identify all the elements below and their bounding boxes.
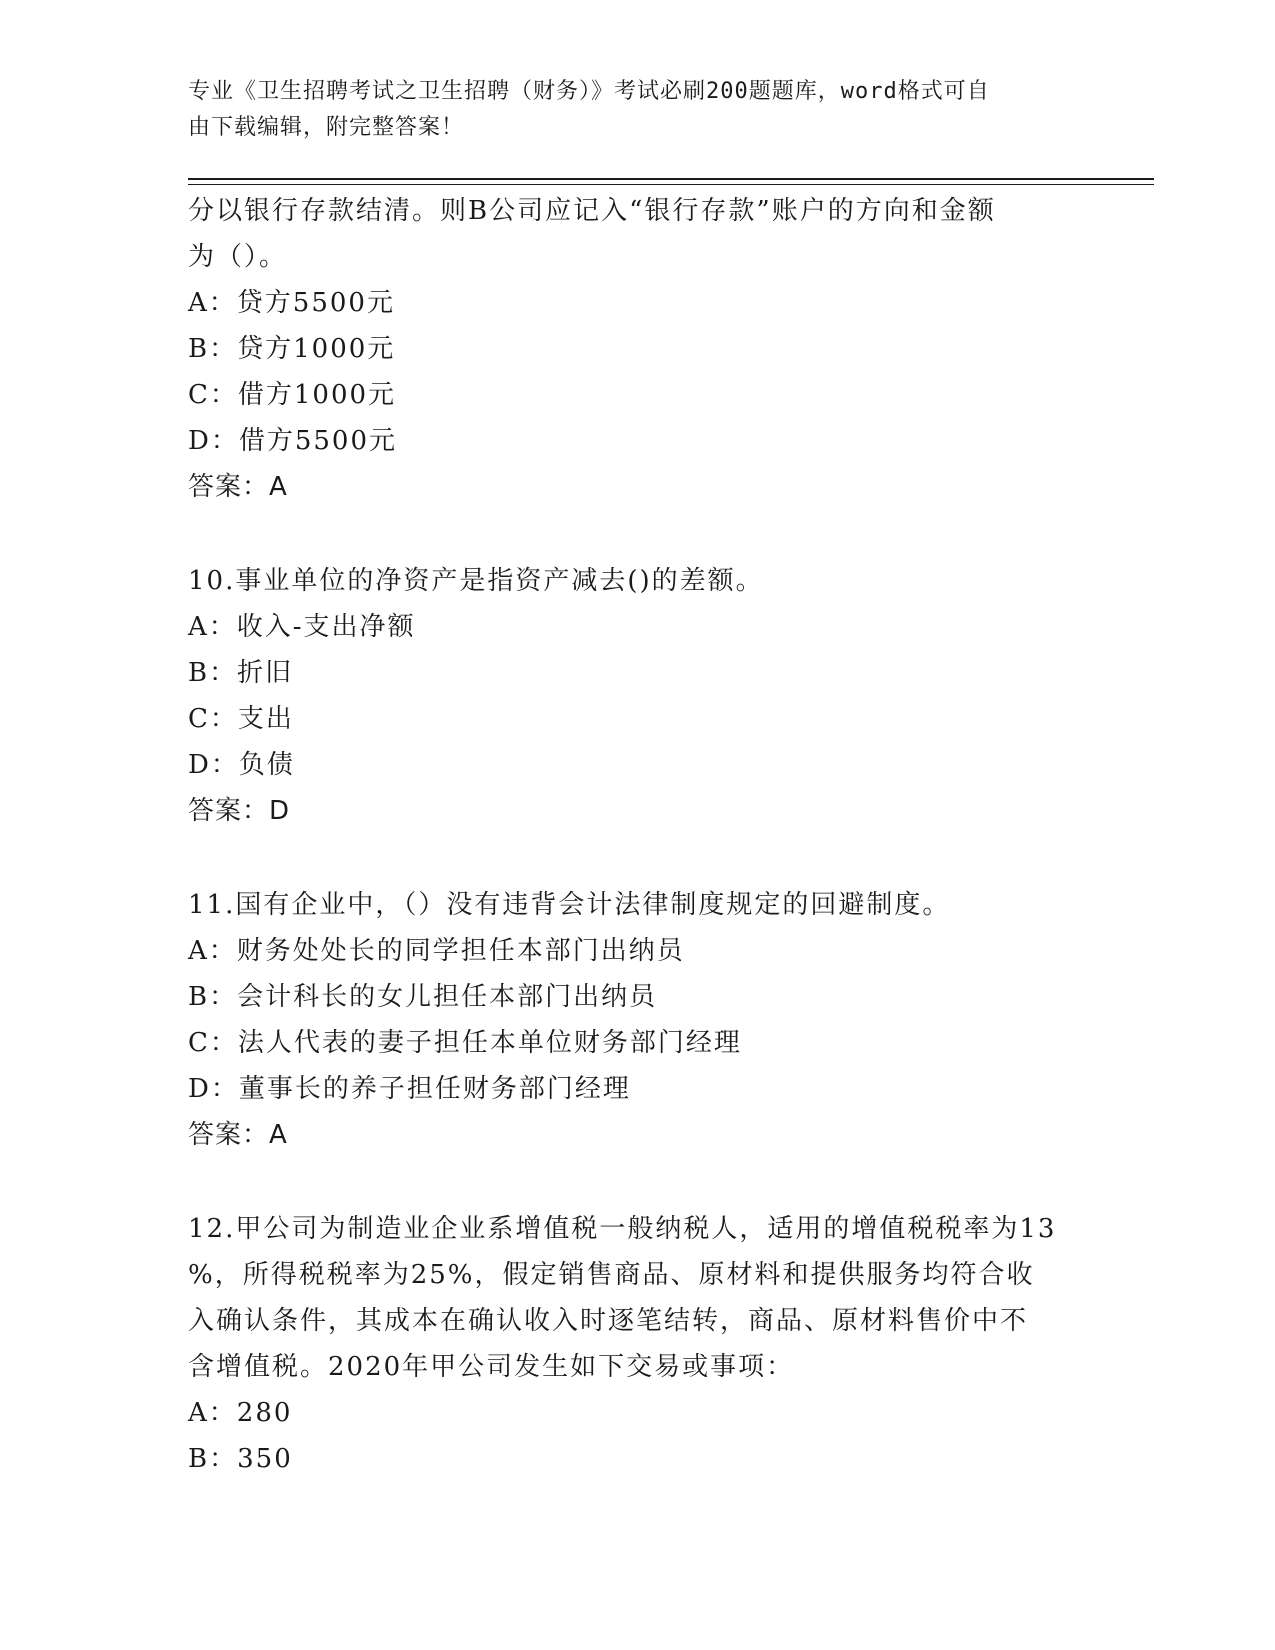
option-a: A：280 [188,1398,293,1428]
answer-line: 答案：D [188,796,291,826]
answer-line: 答案：A [188,1120,288,1150]
option-c: C：法人代表的妻子担任本单位财务部门经理 [188,1028,742,1058]
option-c: C：借方1000元 [188,380,397,410]
option-d: D：负债 [188,750,295,780]
option-d: D：借方5500元 [188,426,398,456]
question-stem: %，所得税税率为25%，假定销售商品、原材料和提供服务均符合收 [188,1260,1035,1290]
question-11 [188,882,1088,1158]
question-stem: 分以银行存款结清。则B公司应记入“银行存款”账户的方向和金额 [188,196,996,226]
option-b: B：350 [188,1444,293,1474]
header-line-1: 专业《卫生招聘考试之卫生招聘（财务）》考试必刷200题题库，word格式可自 [188,79,990,104]
question-stem: 12.甲公司为制造业企业系增值税一般纳税人，适用的增值税税率为13 [188,1214,1057,1244]
answer-line: 答案：A [188,472,288,502]
option-b: B：折旧 [188,658,294,688]
document-header [188,74,1068,146]
option-a: A：贷方5500元 [188,288,395,318]
question-9 [188,188,1088,510]
option-a: A：收入-支出净额 [188,612,416,642]
header-divider-thin [188,184,1154,185]
option-d: D：董事长的养子担任财务部门经理 [188,1074,631,1104]
question-stem: 11.国有企业中，（）没有违背会计法律制度规定的回避制度。 [188,890,951,920]
header-line-2: 由下载编辑，附完整答案！ [188,115,465,140]
option-b: B：会计科长的女儿担任本部门出纳员 [188,982,658,1012]
option-b: B：贷方1000元 [188,334,396,364]
question-stem: 为（）。 [188,242,288,272]
question-stem: 10.事业单位的净资产是指资产减去()的差额。 [188,566,764,596]
question-12 [188,1206,1088,1482]
question-stem: 含增值税。2020年甲公司发生如下交易或事项： [188,1352,795,1382]
question-10 [188,558,1088,834]
option-a: A：财务处处长的同学担任本部门出纳员 [188,936,685,966]
header-divider-thick [188,178,1154,180]
question-list [188,188,1088,1482]
question-stem: 入确认条件，其成本在确认收入时逐笔结转，商品、原材料售价中不 [188,1306,1029,1336]
option-c: C：支出 [188,704,294,734]
